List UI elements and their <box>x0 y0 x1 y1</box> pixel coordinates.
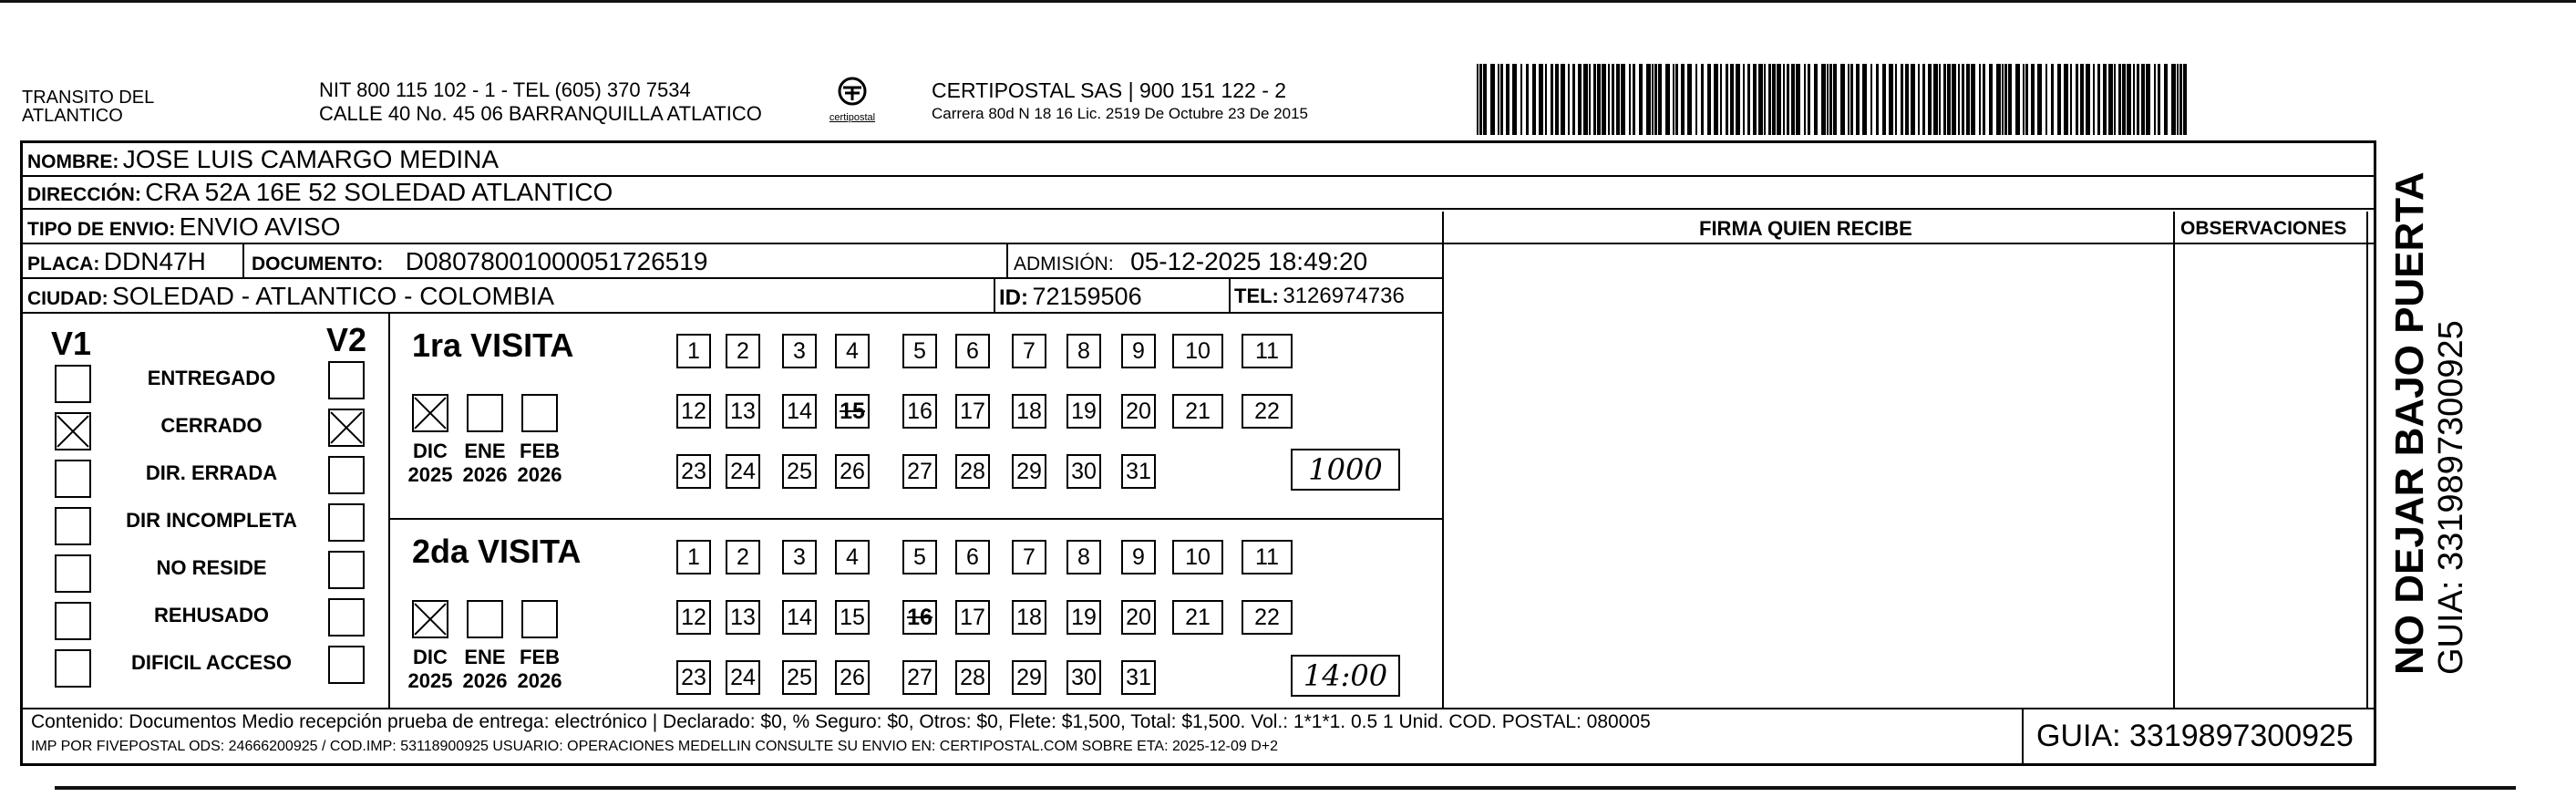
id-label: ID: <box>999 285 1028 310</box>
visit-2-day-29[interactable]: 29 <box>1012 660 1046 695</box>
obs-left-border <box>2173 212 2175 708</box>
visit-1-day-5[interactable]: 5 <box>902 334 937 368</box>
v1-checkbox-2[interactable] <box>55 460 91 498</box>
visit-1-day-19[interactable]: 19 <box>1066 394 1101 429</box>
bottom-border <box>55 786 2516 790</box>
visit-1-day-16[interactable]: 16 <box>902 394 937 429</box>
id-row <box>999 283 1142 315</box>
visit-1-month-label-ene <box>456 440 514 487</box>
visit-2-day-7[interactable]: 7 <box>1012 540 1046 574</box>
issuer-nit: NIT 800 115 102 - 1 - TEL (605) 370 7534 <box>319 78 691 101</box>
month-name: FEB <box>520 646 560 668</box>
v2-checkbox-4[interactable] <box>328 551 365 589</box>
status-label-1: CERRADO <box>160 414 263 437</box>
status-label-0: ENTREGADO <box>147 367 276 389</box>
v2-checkbox-1[interactable] <box>328 409 365 447</box>
visit-divider <box>388 518 1442 520</box>
side-vertical-text <box>2388 171 2470 675</box>
visit-2-day-18[interactable]: 18 <box>1012 600 1046 635</box>
visit-title-2: 2da VISITA <box>412 533 582 570</box>
visit-2-day-16[interactable]: 16 <box>902 600 937 635</box>
visit-2-day-8[interactable]: 8 <box>1066 540 1101 574</box>
visit-1-day-3[interactable]: 3 <box>782 334 817 368</box>
month-name: DIC <box>413 440 448 462</box>
visit-2-month-label-dic <box>401 646 459 693</box>
visit-2-day-14[interactable]: 14 <box>782 600 817 635</box>
visit-2-month-checkbox-feb[interactable] <box>521 600 558 638</box>
barcode <box>1477 64 2197 135</box>
visit-2-day-9[interactable]: 9 <box>1121 540 1156 574</box>
visit-1-day-27[interactable]: 27 <box>902 454 937 489</box>
tel-value: 3126974736 <box>1283 284 1405 308</box>
status-divider <box>388 312 390 708</box>
visit-1-day-18[interactable]: 18 <box>1012 394 1046 429</box>
month-year: 2026 <box>517 669 562 692</box>
issuer-address: CALLE 40 No. 45 06 BARRANQUILLA ATLATICO <box>319 102 762 125</box>
visit-2-day-11[interactable]: 11 <box>1242 540 1293 574</box>
admision-row <box>1014 248 1367 280</box>
ciudad-row <box>27 283 554 315</box>
direccion-value: CRA 52A 16E 52 SOLEDAD ATLANTICO <box>145 178 613 206</box>
v2-checkbox-3[interactable] <box>328 503 365 542</box>
visit-1-day-23[interactable]: 23 <box>676 454 711 489</box>
visit-1-day-10[interactable]: 10 <box>1172 334 1223 368</box>
courier-info <box>932 78 1308 123</box>
month-year: 2025 <box>407 669 453 692</box>
visit-2-day-10[interactable]: 10 <box>1172 540 1223 574</box>
ciudad-label: CIUDAD: <box>27 288 108 309</box>
placa-label: PLACA: <box>27 254 100 274</box>
month-year: 2026 <box>462 669 508 692</box>
guia-divider <box>2022 708 2024 766</box>
visit-2-day-5[interactable]: 5 <box>902 540 937 574</box>
visit-1-day-14[interactable]: 14 <box>782 394 817 429</box>
visit-1-day-9[interactable]: 9 <box>1121 334 1156 368</box>
month-year: 2025 <box>407 463 453 486</box>
footer-imp-line: IMP POR FIVEPOSTAL ODS: 24666200925 / COD.IMP: 53118900925 USUARIO: OPERACIONES MEDELLIN CONSULTE SU ENVIO EN: CERTIPOSTAL.COM SOBRE ETA: 2025-12-09 D+2 <box>31 739 1279 754</box>
documento-value: D08078001000051726519 <box>405 247 708 275</box>
v1-checkbox-4[interactable] <box>55 554 91 593</box>
visit-2-day-31[interactable]: 31 <box>1121 660 1156 695</box>
visit-2-month-label-ene <box>456 646 514 693</box>
visit-1-day-22[interactable]: 22 <box>1242 394 1293 429</box>
direccion-label: DIRECCIÓN: <box>27 184 141 205</box>
nombre-value: JOSE LUIS CAMARGO MEDINA <box>122 145 500 173</box>
v2-checkbox-6[interactable] <box>328 646 365 684</box>
visit-1-day-1[interactable]: 1 <box>676 334 711 368</box>
visit-1-day-28[interactable]: 28 <box>955 454 990 489</box>
id-divider <box>994 277 995 312</box>
visit-2-day-20[interactable]: 20 <box>1121 600 1156 635</box>
visit-2-day-2[interactable]: 2 <box>726 540 760 574</box>
v2-checkbox-5[interactable] <box>328 598 365 637</box>
placa-row <box>27 248 206 280</box>
visit-2-day-17[interactable]: 17 <box>955 600 990 635</box>
visit-1-day-6[interactable]: 6 <box>955 334 990 368</box>
visit-2-time-box[interactable]: 14:00 <box>1291 655 1400 697</box>
status-label-6: DIFICIL ACCESO <box>130 651 292 674</box>
v1-checkbox-0[interactable] <box>55 365 91 403</box>
visit-1-day-20[interactable]: 20 <box>1121 394 1156 429</box>
v2-checkbox-2[interactable] <box>328 456 365 494</box>
visit-1-day-17[interactable]: 17 <box>955 394 990 429</box>
month-name: FEB <box>520 440 560 462</box>
placa-divider <box>242 243 244 277</box>
documento-label: DOCUMENTO: <box>252 254 384 274</box>
visit-2-day-12[interactable]: 12 <box>676 600 711 635</box>
obs-right-border <box>2366 212 2368 708</box>
visit-1-month-label-feb <box>510 440 569 487</box>
visit-title-1: 1ra VISITA <box>412 326 574 364</box>
visit-1-day-7[interactable]: 7 <box>1012 334 1046 368</box>
visit-1-month-checkbox-ene[interactable] <box>467 394 503 432</box>
month-name: ENE <box>464 646 506 668</box>
admision-value: 05-12-2025 18:49:20 <box>1130 247 1368 275</box>
observaciones-label: OBSERVACIONES <box>2180 218 2347 239</box>
visit-1-day-30[interactable]: 30 <box>1066 454 1101 489</box>
v2-checkbox-0[interactable] <box>328 361 365 399</box>
tipo-value: ENVIO AVISO <box>179 212 341 241</box>
status-label-5: REHUSADO <box>154 604 269 626</box>
admision-divider <box>1006 243 1008 277</box>
status-label-3: DIR INCOMPLETA <box>126 509 297 532</box>
v1-checkbox-1[interactable] <box>55 412 91 450</box>
visit-1-day-21[interactable]: 21 <box>1172 394 1223 429</box>
visit-2-day-3[interactable]: 3 <box>782 540 817 574</box>
placa-value: DDN47H <box>103 247 206 275</box>
visit-1-month-label-dic <box>401 440 459 487</box>
row-divider-3 <box>20 243 2376 244</box>
visit-2-day-4[interactable]: 4 <box>835 540 870 574</box>
visit-2-month-checkbox-dic[interactable] <box>412 600 448 638</box>
status-label-4: NO RESIDE <box>156 556 267 579</box>
footer-guia-number: GUIA: 3319897300925 <box>2036 719 2354 753</box>
visit-2-day-1[interactable]: 1 <box>676 540 711 574</box>
issuer-line-1: TRANSITO DEL <box>22 88 155 108</box>
nombre-row <box>27 146 499 178</box>
visit-1-day-4[interactable]: 4 <box>835 334 870 368</box>
courier-line-1: CERTIPOSTAL SAS | 900 151 122 - 2 <box>932 78 1287 102</box>
visit-2-day-6[interactable]: 6 <box>955 540 990 574</box>
month-year: 2026 <box>462 463 508 486</box>
tipo-row <box>27 213 341 245</box>
v1-label: V1 <box>51 325 92 362</box>
visit-2-day-24[interactable]: 24 <box>726 660 760 695</box>
id-value: 72159506 <box>1032 283 1142 310</box>
firma-label: FIRMA QUIEN RECIBE <box>1699 217 1912 240</box>
top-border <box>0 0 2576 3</box>
firma-left-border <box>1442 212 1444 708</box>
month-name: DIC <box>413 646 448 668</box>
visit-1-day-15[interactable]: 15 <box>835 394 870 429</box>
month-name: ENE <box>464 440 506 462</box>
side-guia: GUIA: 3319897300925 <box>2432 320 2470 675</box>
nombre-label: NOMBRE: <box>27 151 119 172</box>
visit-2-day-27[interactable]: 27 <box>902 660 937 695</box>
visit-2-day-15[interactable]: 15 <box>835 600 870 635</box>
status-label-2: DIR. ERRADA <box>145 461 278 484</box>
visit-1-day-24[interactable]: 24 <box>726 454 760 489</box>
ciudad-value: SOLEDAD - ATLANTICO - COLOMBIA <box>112 282 555 310</box>
visit-1-month-checkbox-dic[interactable] <box>412 394 448 432</box>
main-form-frame <box>20 140 2376 766</box>
courier-logo-text: certipostal <box>829 112 876 123</box>
visit-1-time-box[interactable]: 1000 <box>1291 449 1400 491</box>
side-warning: NO DEJAR BAJO PUERTA <box>2387 171 2432 675</box>
issuer-contact <box>319 78 762 126</box>
v1-checkbox-3[interactable] <box>55 507 91 545</box>
documento-row <box>252 248 707 280</box>
footer-contenido: Contenido: Documentos Medio recepción prueba de entrega: electrónico | Declarado: $0, % Seguro: $0, Otros: $0, Flete: $1,500, Total: $1,500. Vol.: 1*1*1. 0.5 1 Unid. COD. POSTAL: 080005 <box>31 711 1651 732</box>
issuer-name <box>22 88 154 126</box>
visit-2-month-checkbox-ene[interactable] <box>467 600 503 638</box>
issuer-line-2: ATLANTICO <box>22 106 123 126</box>
visit-1-day-29[interactable]: 29 <box>1012 454 1046 489</box>
tel-divider <box>1229 277 1231 312</box>
visit-1-day-13[interactable]: 13 <box>726 394 760 429</box>
courier-logo-icon <box>832 77 872 109</box>
tel-label: TEL: <box>1234 285 1279 307</box>
visit-1-month-checkbox-feb[interactable] <box>521 394 558 432</box>
visit-2-day-28[interactable]: 28 <box>955 660 990 695</box>
visit-2-day-21[interactable]: 21 <box>1172 600 1223 635</box>
v1-checkbox-5[interactable] <box>55 602 91 640</box>
v1-checkbox-6[interactable] <box>55 649 91 688</box>
visit-2-day-26[interactable]: 26 <box>835 660 870 695</box>
visit-1-day-31[interactable]: 31 <box>1121 454 1156 489</box>
visit-1-day-8[interactable]: 8 <box>1066 334 1101 368</box>
direccion-row <box>27 179 613 211</box>
visit-2-day-25[interactable]: 25 <box>782 660 817 695</box>
visit-2-day-22[interactable]: 22 <box>1242 600 1293 635</box>
visit-1-day-2[interactable]: 2 <box>726 334 760 368</box>
visit-1-day-25[interactable]: 25 <box>782 454 817 489</box>
month-year: 2026 <box>517 463 562 486</box>
visit-1-day-26[interactable]: 26 <box>835 454 870 489</box>
visit-1-day-12[interactable]: 12 <box>676 394 711 429</box>
visit-1-day-11[interactable]: 11 <box>1242 334 1293 368</box>
visit-2-day-19[interactable]: 19 <box>1066 600 1101 635</box>
courier-logo <box>816 77 889 123</box>
visit-2-month-label-feb <box>510 646 569 693</box>
tipo-label: TIPO DE ENVIO: <box>27 219 176 240</box>
admision-label: ADMISIÓN: <box>1014 254 1114 274</box>
courier-line-2: Carrera 80d N 18 16 Lic. 2519 De Octubre 23 De 2015 <box>932 105 1308 122</box>
visit-2-day-30[interactable]: 30 <box>1066 660 1101 695</box>
v2-label: V2 <box>326 321 367 358</box>
visit-2-day-23[interactable]: 23 <box>676 660 711 695</box>
visit-2-day-13[interactable]: 13 <box>726 600 760 635</box>
tel-row <box>1234 283 1405 313</box>
